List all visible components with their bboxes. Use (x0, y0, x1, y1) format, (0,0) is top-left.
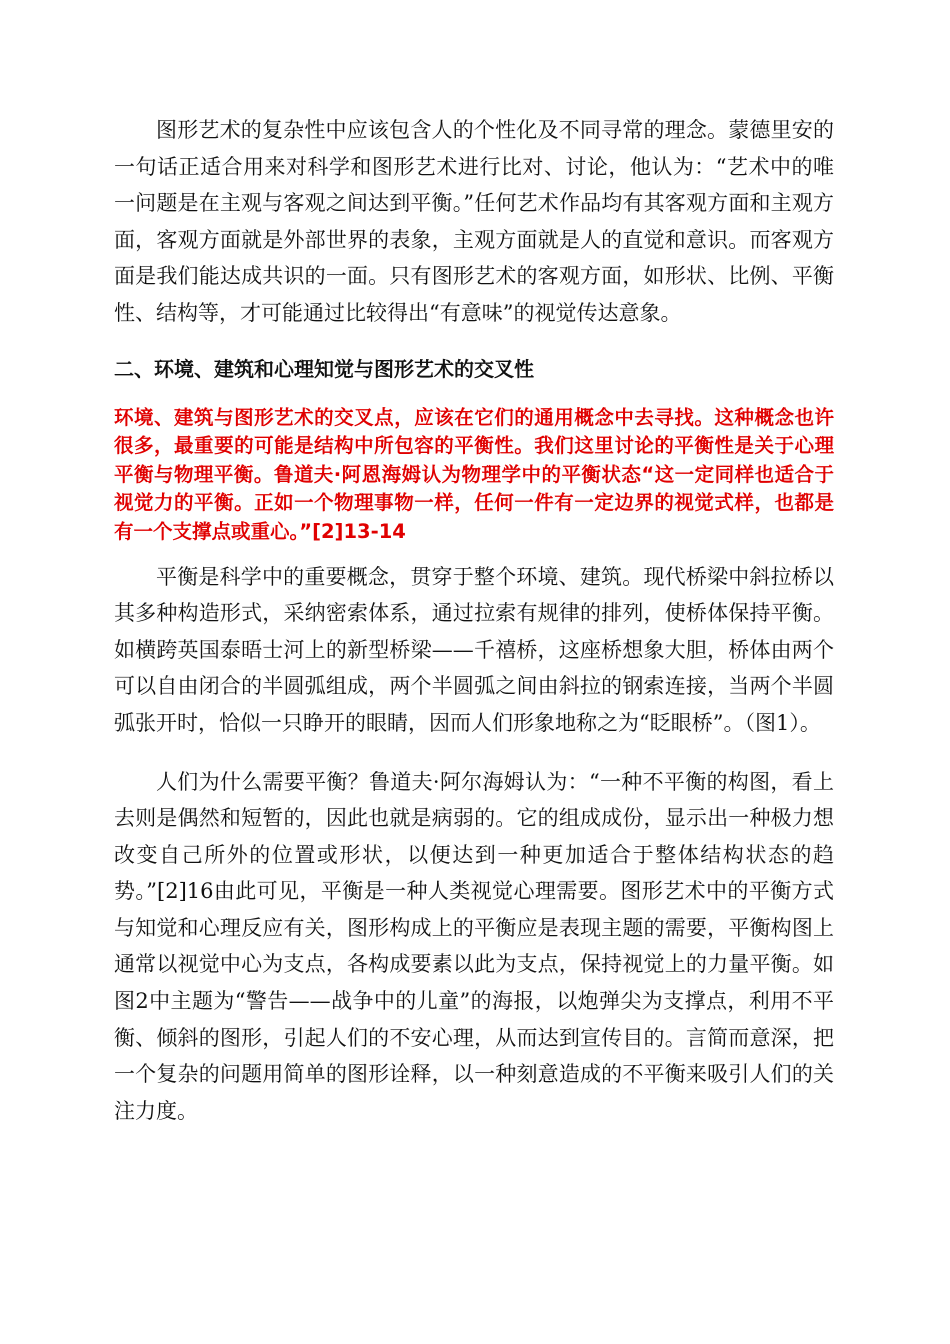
paragraph-1: 图形艺术的复杂性中应该包含人的个性化及不同寻常的理念。蒙德里安的一句话正适合用来对科学和图形艺术进行比对、讨论，他认为：“艺术中的唯一问题是在主观与客观之间达到平衡。”任何艺术作品均有其客观方面和主观方面，客观方面就是外部世界的表象，主观方面就是人的直觉和意识。而客观方面是我们能达成共识的一面。只有图形艺术的客观方面，如形状、比例、平衡性、结构等，才可能通过比较得出“有意味”的视觉传达意象。 (114, 118, 834, 325)
section-heading: 二、环境、建筑和心理知觉与图形艺术的交叉性 (114, 356, 534, 381)
paragraph-4: 人们为什么需要平衡？鲁道夫·阿尔海姆认为：“一种不平衡的构图，看上去则是偶然和短暂的，因此也就是病弱的。它的组成成份，显示出一种极力想改变自己所外的位置或形状，以便达到一种更加适合于整体结构状态的趋势。”[2]16由此可见，平衡是一种人类视觉心理需要。图形艺术中的平衡方式与知觉和心理反应有关，图形构成上的平衡应是表现主题的需要，平衡构图上通常以视觉中心为支点，各构成要素以此为支点，保持视觉上的力量平衡。如图2中主题为“警告——战争中的儿童”的海报，以炮弹尖为支撑点，利用不平衡、倾斜的图形，引起人们的不安心理，从而达到宣传目的。言简而意深，把一个复杂的问题用简单的图形诠释，以一种刻意造成的不平衡来吸引人们的关注力度。 (114, 769, 834, 1123)
document-page (114, 112, 834, 1129)
paragraph-3: 平衡是科学中的重要概念，贯穿于整个环境、建筑。现代桥梁中斜拉桥以其多种构造形式，采纳密索体系，通过拉索有规律的排列，使桥体保持平衡。如横跨英国泰晤士河上的新型桥梁——千禧桥，这座桥想象大胆，桥体由两个可以自由闭合的半圆弧组成，两个半圆弧之间由斜拉的钢索连接，当两个半圆弧张开时，恰似一只睁开的眼睛，因而人们形象地称之为“眨眼桥”。（图1）。 (114, 564, 834, 735)
highlighted-paragraph: 环境、建筑与图形艺术的交叉点，应该在它们的通用概念中去寻找。这种概念也许很多，最重要的可能是结构中所包容的平衡性。我们这里讨论的平衡性是关于心理平衡与物理平衡。鲁道夫·阿恩海姆认为物理学中的平衡状态“这一定同样也适合于视觉力的平衡。正如一个物理事物一样，任何一件有一定边界的视觉式样，也都是有一个支撑点或重心。”[2]13-14 (114, 405, 834, 543)
